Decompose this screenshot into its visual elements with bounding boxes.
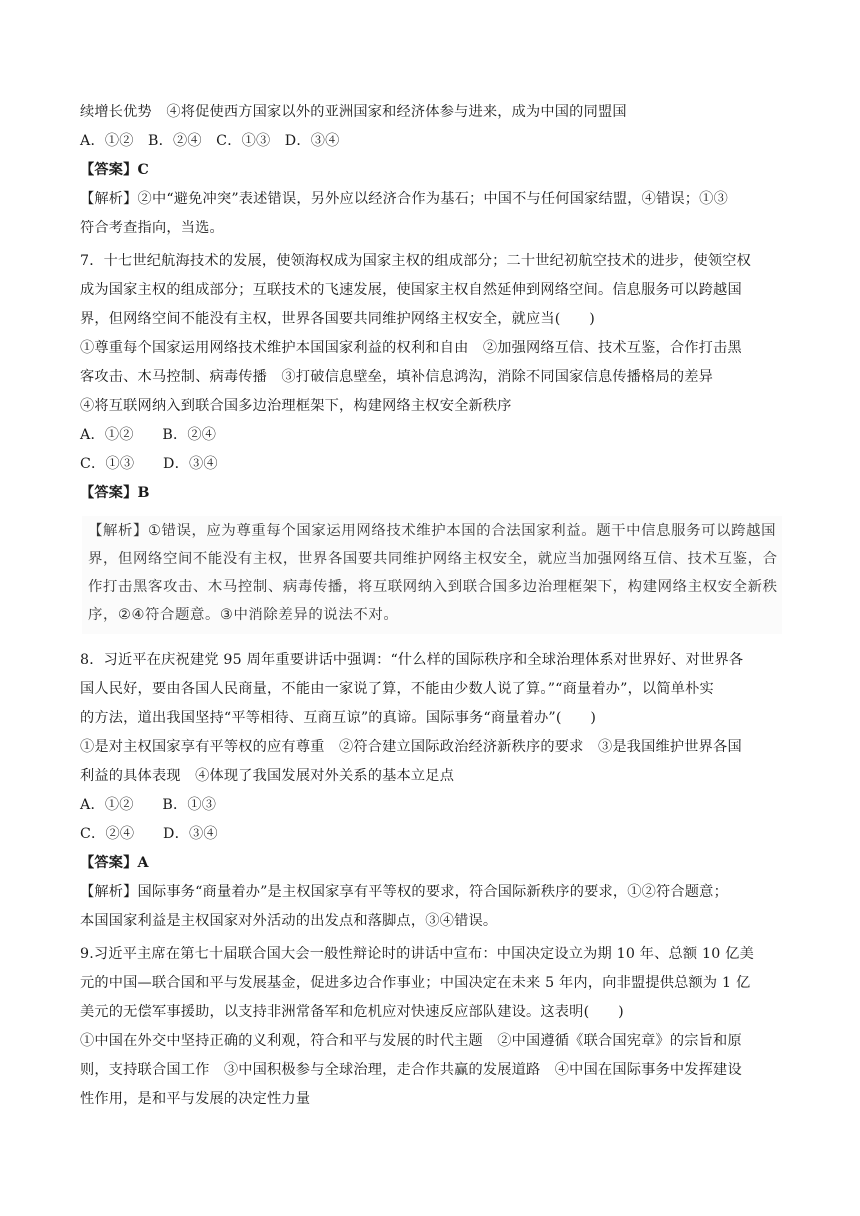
- question-7-line: 7．十七世纪航海技术的发展，使领海权成为国家主权的组成部分；二十世纪初航空技术的进步，使领空权: [80, 253, 752, 269]
- question-9-statement: ①中国在外交中坚持正确的义利观，符合和平与发展的时代主题 ②中国遵循《联合国宪章》的宗旨和原: [80, 1033, 742, 1049]
- question-9-line: 美元的无偿军事援助，以支持非洲常备军和危机应对快速反应部队建设。这表明( ): [80, 1004, 624, 1020]
- explanation-line: 【解析】国际事务“商量着办”是主权国家享有平等权的要求，符合国际新秩序的要求，①②符合题意；: [80, 884, 728, 900]
- question-9-line: 元的中国—联合国和平与发展基金，促进多边合作事业；中国决定在未来 5 年内，向非盟提供总额为 1 亿: [80, 975, 751, 991]
- answer-options: A．①② B．①③: [80, 797, 217, 813]
- answer-options: A．①② B．②④: [80, 427, 217, 443]
- answer-options: A．①② B．②④ C．①③ D．③④: [80, 133, 340, 149]
- question-8-line: 国人民好，要由各国人民商量，不能由一家说了算，不能由少数人说了算。”“商量着办”，以简单朴实: [80, 681, 714, 697]
- explanation-line: 符合考查指向，当选。: [80, 220, 224, 236]
- question-7-statement: ④将互联网纳入到联合国多边治理框架下，构建网络主权安全新秩序: [80, 398, 512, 414]
- answer-options: C．②④ D．③④: [80, 826, 218, 842]
- scanned-line: 【解析】①错误，应为尊重每个国家运用网络技术维护本国的合法国家利益。题干中信息服务可以跨越国: [88, 523, 777, 539]
- question-7-line: 界，但网络空间不能没有主权，世界各国要共同维护网络主权安全，就应当( ): [80, 311, 596, 327]
- answer-key: 【答案】A: [80, 855, 149, 871]
- question-7-statement: ①尊重每个国家运用网络技术维护本国国家利益的权利和自由 ②加强网络互信、技术互鉴，合作打击黑: [80, 340, 742, 356]
- question-7-line: 成为国家主权的组成部分；互联技术的飞速发展，使国家主权自然延伸到网络空间。信息服务可以跨越国: [80, 282, 742, 298]
- explanation-line: 【解析】②中“避免冲突”表述错误，另外应以经济合作为基石；中国不与任何国家结盟，④错误；①③: [80, 191, 728, 207]
- question-8-statement: ①是对主权国家享有平等权的应有尊重 ②符合建立国际政治经济新秩序的要求 ③是我国维护世界各国: [80, 739, 742, 755]
- question-7-statement: 客攻击、木马控制、病毒传播 ③打破信息壁垒，填补信息鸿沟，消除不同国家信息传播格局的差异: [80, 369, 714, 385]
- question-8-statement: 利益的具体表现 ④体现了我国发展对外关系的基本立足点: [80, 768, 455, 784]
- answer-key: 【答案】C: [80, 162, 150, 178]
- answer-key: 【答案】B: [80, 485, 150, 501]
- question-9-statement: 性作用，是和平与发展的决定性力量: [80, 1091, 311, 1107]
- question-8-line: 8．习近平在庆祝建党 95 周年重要讲话中强调：“什么样的国际秩序和全球治理体系对世界好、对世界各: [80, 652, 744, 668]
- explanation-line: 本国国家利益是主权国家对外活动的出发点和落脚点，③④错误。: [80, 913, 498, 929]
- question-9-line: 9.习近平主席在第七十届联合国大会一般性辩论时的讲话中宣布：中国决定设立为期 10 年、总额 10 亿美: [80, 946, 754, 962]
- scanned-line: 序，②④符合题意。③中消除差异的说法不对。: [88, 607, 399, 623]
- scanned-line: 作打击黑客攻击、木马控制、病毒传播，将互联网纳入到联合国多边治理框架下，构建网络主权安全新秩: [88, 579, 778, 595]
- scanned-line: 界，但网络空间不能没有主权，世界各国要共同维护网络主权安全，就应当加强网络互信、技术互鉴，合: [88, 551, 778, 567]
- question-9-statement: 则，支持联合国工作 ③中国积极参与全球治理，走合作共赢的发展道路 ④中国在国际事务中发挥建设: [80, 1062, 742, 1078]
- scanned-explanation: [82, 516, 782, 634]
- text-line: 续增长优势 ④将促使西方国家以外的亚洲国家和经济体参与进来，成为中国的同盟国: [80, 104, 627, 120]
- answer-options: C．①③ D．③④: [80, 456, 218, 472]
- question-8-line: 的方法，道出我国坚持“平等相待、互商互谅”的真谛。国际事务“商量着办”( ): [80, 710, 597, 726]
